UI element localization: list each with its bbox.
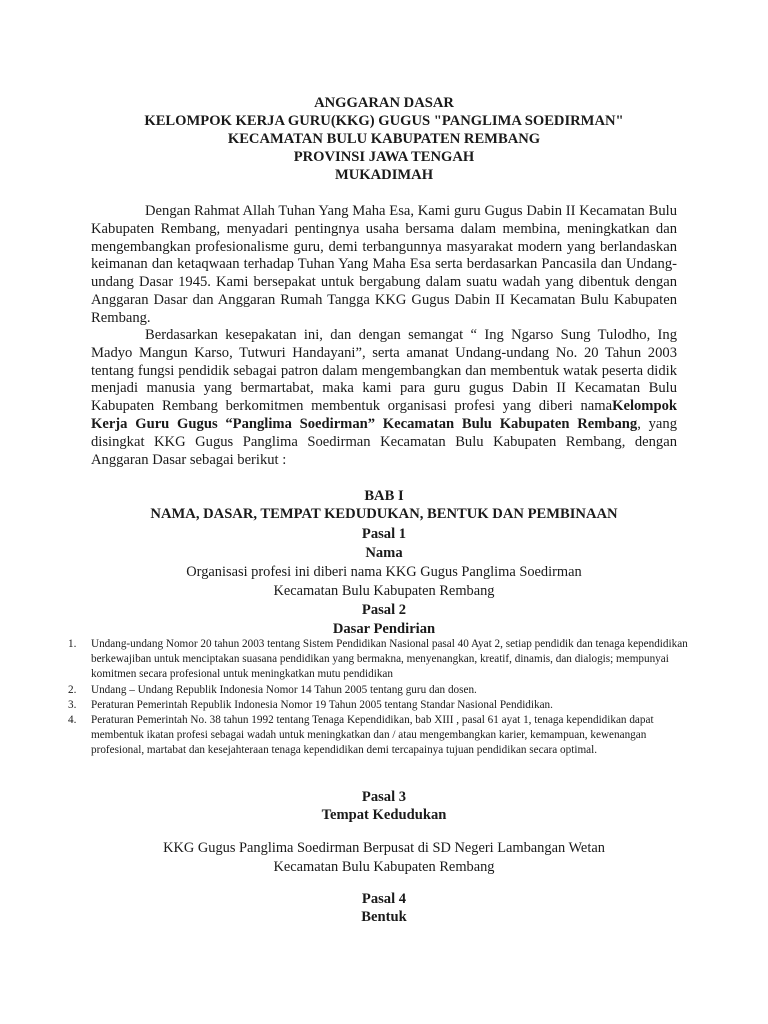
list-item-text: Undang – Undang Republik Indonesia Nomor 14 Tahun 2005 tentang guru dan dosen. (91, 683, 477, 696)
pasal-2-title: Dasar Pendirian (332, 621, 436, 637)
organization-full-name: Kelompok Kerja Guru Gugus “Panglima Soedirman” Kecamatan Bulu Kabupaten Rembang (91, 398, 677, 432)
bab-1-title: NAMA, DASAR, TEMPAT KEDUDUKAN, BENTUK DAN PEMBINAAN (150, 506, 618, 522)
document-title (0, 94, 768, 184)
list-item (68, 637, 688, 683)
list-item-number: 1. (68, 638, 77, 650)
mukadimah-paragraph-2-text-end: , yang disingkat KKG Gugus Panglima Soedirman Kecamatan Bulu Kabupaten Rembang, dengan Anggaran Dasar sebagai berikut : (91, 415, 678, 468)
mukadimah-paragraph-2-text-start: Berdasarkan kesepakatan ini, dan dengan semangat “ Ing Ngarso Sung Tulodho, Ing Madyo Mangun Karso, Tutwuri Handayani”, serta amanat Undang-undang No. 20 Tahun 2003 tentang fungsi pendidik sebagai patron dalam mengembangkan dan membentuk watak peserta didik menjadi manusia yang bermartabat, maka kami para guru gugus Dabin II Kecamatan Bulu Kabupaten Rembang berkomitmen membentuk organisasi profesi yang diberi nama (91, 327, 677, 415)
mukadimah-paragraph-1 (91, 203, 677, 328)
pasal-4-title: Bentuk (361, 909, 407, 925)
list-item (68, 683, 688, 698)
list-item (68, 713, 688, 759)
pasal-1-line-2: Kecamatan Bulu Kabupaten Rembang (273, 583, 495, 599)
list-item (68, 698, 688, 713)
mukadimah-paragraph-1-text: Dengan Rahmat Allah Tuhan Yang Maha Esa, Kami guru Gugus Dabin II Kecamatan Bulu Kabupaten Rembang, menyadari pentingnya usaha bersama dalam membina, meningkatkan dan mengembangkan profesionalisme guru, demi terbangunnya masyarakat modern yang berlandaskan keimanan dan ketaqwaan terhadap Tuhan Yang Maha Esa serta berdasarkan Pancasila dan Undang-undang Dasar 1945. Kami bersepakat untuk bergabung dalam suatu wadah yang dibentuk dengan Anggaran Dasar dan Anggaran Rumah Tangga KKG Gugus Dabin II Kecamatan Bulu Kabupaten Rembang. (91, 203, 677, 326)
title-line-province: PROVINSI JAWA TENGAH (293, 149, 475, 165)
bab-1-label: BAB I (364, 488, 404, 504)
pasal-1-line-1: Organisasi profesi ini diberi nama KKG Gugus Panglima Soedirman (186, 564, 582, 580)
pasal-3-line-1: KKG Gugus Panglima Soedirman Berpusat di SD Negeri Lambangan Wetan (163, 840, 605, 856)
list-item-text: Peraturan Pemerintah No. 38 tahun 1992 tentang Tenaga Kependidikan, bab XIII , pasal 61 ayat 1, tenaga kependidikan dapat membentuk ikatan profesi sebagai wadah untuk meningkatkan dan / atau mengembangkan karier, kemampuan, kewenangan profesional, martabat dan kesejahteraan tenaga kependidikan demi tercapainya tujuan pendidikan secara optimal. (91, 714, 654, 757)
pasal-1-title: Nama (365, 545, 403, 561)
pasal-4-label: Pasal 4 (361, 891, 407, 907)
dasar-pendirian-list (68, 637, 688, 759)
title-line-district: KECAMATAN BULU KABUPATEN REMBANG (227, 131, 541, 147)
pasal-2-label: Pasal 2 (361, 602, 407, 618)
title-line-mukadimah: MUKADIMAH (334, 167, 434, 183)
mukadimah-paragraph-2 (91, 327, 677, 469)
list-item-text: Peraturan Pemerintah Republik Indonesia Nomor 19 Tahun 2005 tentang Standar Nasional Pendidikan. (91, 698, 553, 711)
list-item-text: Undang-undang Nomor 20 tahun 2003 tentang Sistem Pendidikan Nasional pasal 40 Ayat 2, setiap pendidik dan tenaga kependidikan berkewajiban untuk menciptakan suasana pendidikan yang bermakna, menyenangkan, kreatif, dinamis, dan dialogis; mempunyai komitmen secara profesional untuk meningkatkan mutu pendidikan (91, 638, 688, 681)
pasal-3-line-2: Kecamatan Bulu Kabupaten Rembang (273, 859, 495, 875)
pasal-3-label: Pasal 3 (361, 789, 407, 805)
title-line-organization: KELOMPOK KERJA GURU(KKG) GUGUS "PANGLIMA SOEDIRMAN" (144, 113, 624, 129)
pasal-1-label: Pasal 1 (361, 526, 407, 542)
title-line-anggaran-dasar: ANGGARAN DASAR (314, 95, 454, 111)
list-item-number: 4. (68, 714, 77, 727)
pasal-3-title: Tempat Kedudukan (321, 807, 447, 823)
list-item-number: 2. (68, 683, 77, 696)
list-item-number: 3. (68, 698, 77, 711)
